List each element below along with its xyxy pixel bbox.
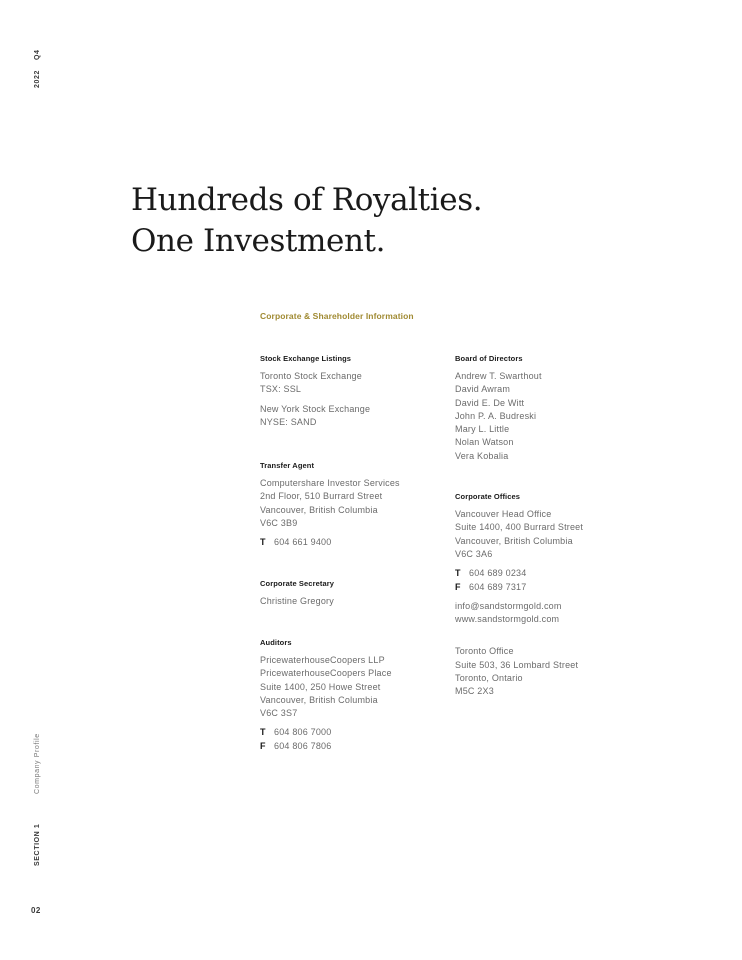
website-link[interactable]: www.sandstormgold.com [455,614,560,625]
email-link[interactable]: info@sandstormgold.com [455,600,562,611]
address-line: PricewaterhouseCoopers Place [260,668,392,679]
headline-line-1: Hundreds of Royalties. [131,182,483,218]
section-title: Company Profile [34,733,41,794]
report-quarter: Q4 [34,49,41,61]
board-member: John P. A. Budreski [455,410,537,421]
info-section-title: Corporate & Shareholder Information [260,311,414,321]
fax-number: 604 689 7317 [469,581,527,592]
phone-key: T [260,537,266,548]
page-number: 02 [31,906,41,915]
office-fax [455,581,645,594]
page-headline [131,180,482,262]
section-label: SECTION 1 [34,823,41,866]
address-line: PricewaterhouseCoopers LLP [260,654,385,665]
board-member: David E. De Witt [455,397,525,408]
tsx-ticker: TSX: SSL [260,384,302,395]
fax-key: F [455,581,461,592]
address-line: Vancouver, British Columbia [455,535,573,546]
corporate-offices-block [455,492,645,699]
board-member: Andrew T. Swarthout [455,371,542,381]
nyse-name: New York Stock Exchange [260,403,371,414]
tsx-name: Toronto Stock Exchange [260,371,362,381]
corporate-secretary-heading: Corporate Secretary [260,578,335,588]
address-line: V6C 3A6 [455,548,493,559]
address-line: Toronto, Ontario [455,673,523,684]
auditors-heading: Auditors [260,637,292,647]
address-line: Suite 1400, 400 Burrard Street [455,522,584,533]
stock-listings-heading: Stock Exchange Listings [260,354,352,363]
address-line: Computershare Investor Services [260,478,400,489]
transfer-phone [260,536,450,549]
nyse-ticker: NYSE: SAND [260,416,317,427]
address-line: V6C 3B9 [260,518,298,529]
office-phone [455,567,645,580]
address-line: M5C 2X3 [455,686,494,697]
auditors-fax [260,740,450,753]
phone-number: 604 661 9400 [274,537,332,548]
corporate-secretary-block [260,579,450,608]
corporate-offices-heading: Corporate Offices [455,492,521,502]
fax-key: F [260,740,266,751]
board-heading: Board of Directors [455,354,523,363]
auditors-block [260,638,450,753]
address-line: Vancouver, British Columbia [260,504,378,515]
address-line: Vancouver Head Office [455,509,552,520]
address-line: Suite 1400, 250 Howe Street [260,681,381,692]
transfer-agent-block [260,461,450,549]
address-line: Toronto Office [455,646,514,657]
address-line: 2nd Floor, 510 Burrard Street [260,491,383,502]
phone-number: 604 689 0234 [469,568,527,579]
board-member: David Awram [455,384,511,395]
phone-number: 604 806 7000 [274,727,332,738]
phone-key: T [455,568,461,579]
board-member: Mary L. Little [455,424,510,435]
address-line: Suite 503, 36 Lombard Street [455,659,579,670]
phone-key: T [260,727,266,738]
stock-listings-block [260,354,450,429]
address-line: V6C 3S7 [260,708,298,719]
board-member: Nolan Watson [455,437,514,448]
transfer-agent-heading: Transfer Agent [260,461,315,471]
info-column-right [455,354,645,699]
info-column-left [260,354,450,753]
headline-line-2: One Investment. [131,223,386,259]
address-line: Vancouver, British Columbia [260,694,378,705]
board-member: Vera Kobalia [455,450,509,461]
fax-number: 604 806 7806 [274,740,332,751]
report-period [34,49,41,88]
report-year: 2022 [34,70,41,88]
board-block [455,354,645,463]
secretary-name: Christine Gregory [260,595,334,606]
auditors-phone [260,726,450,739]
